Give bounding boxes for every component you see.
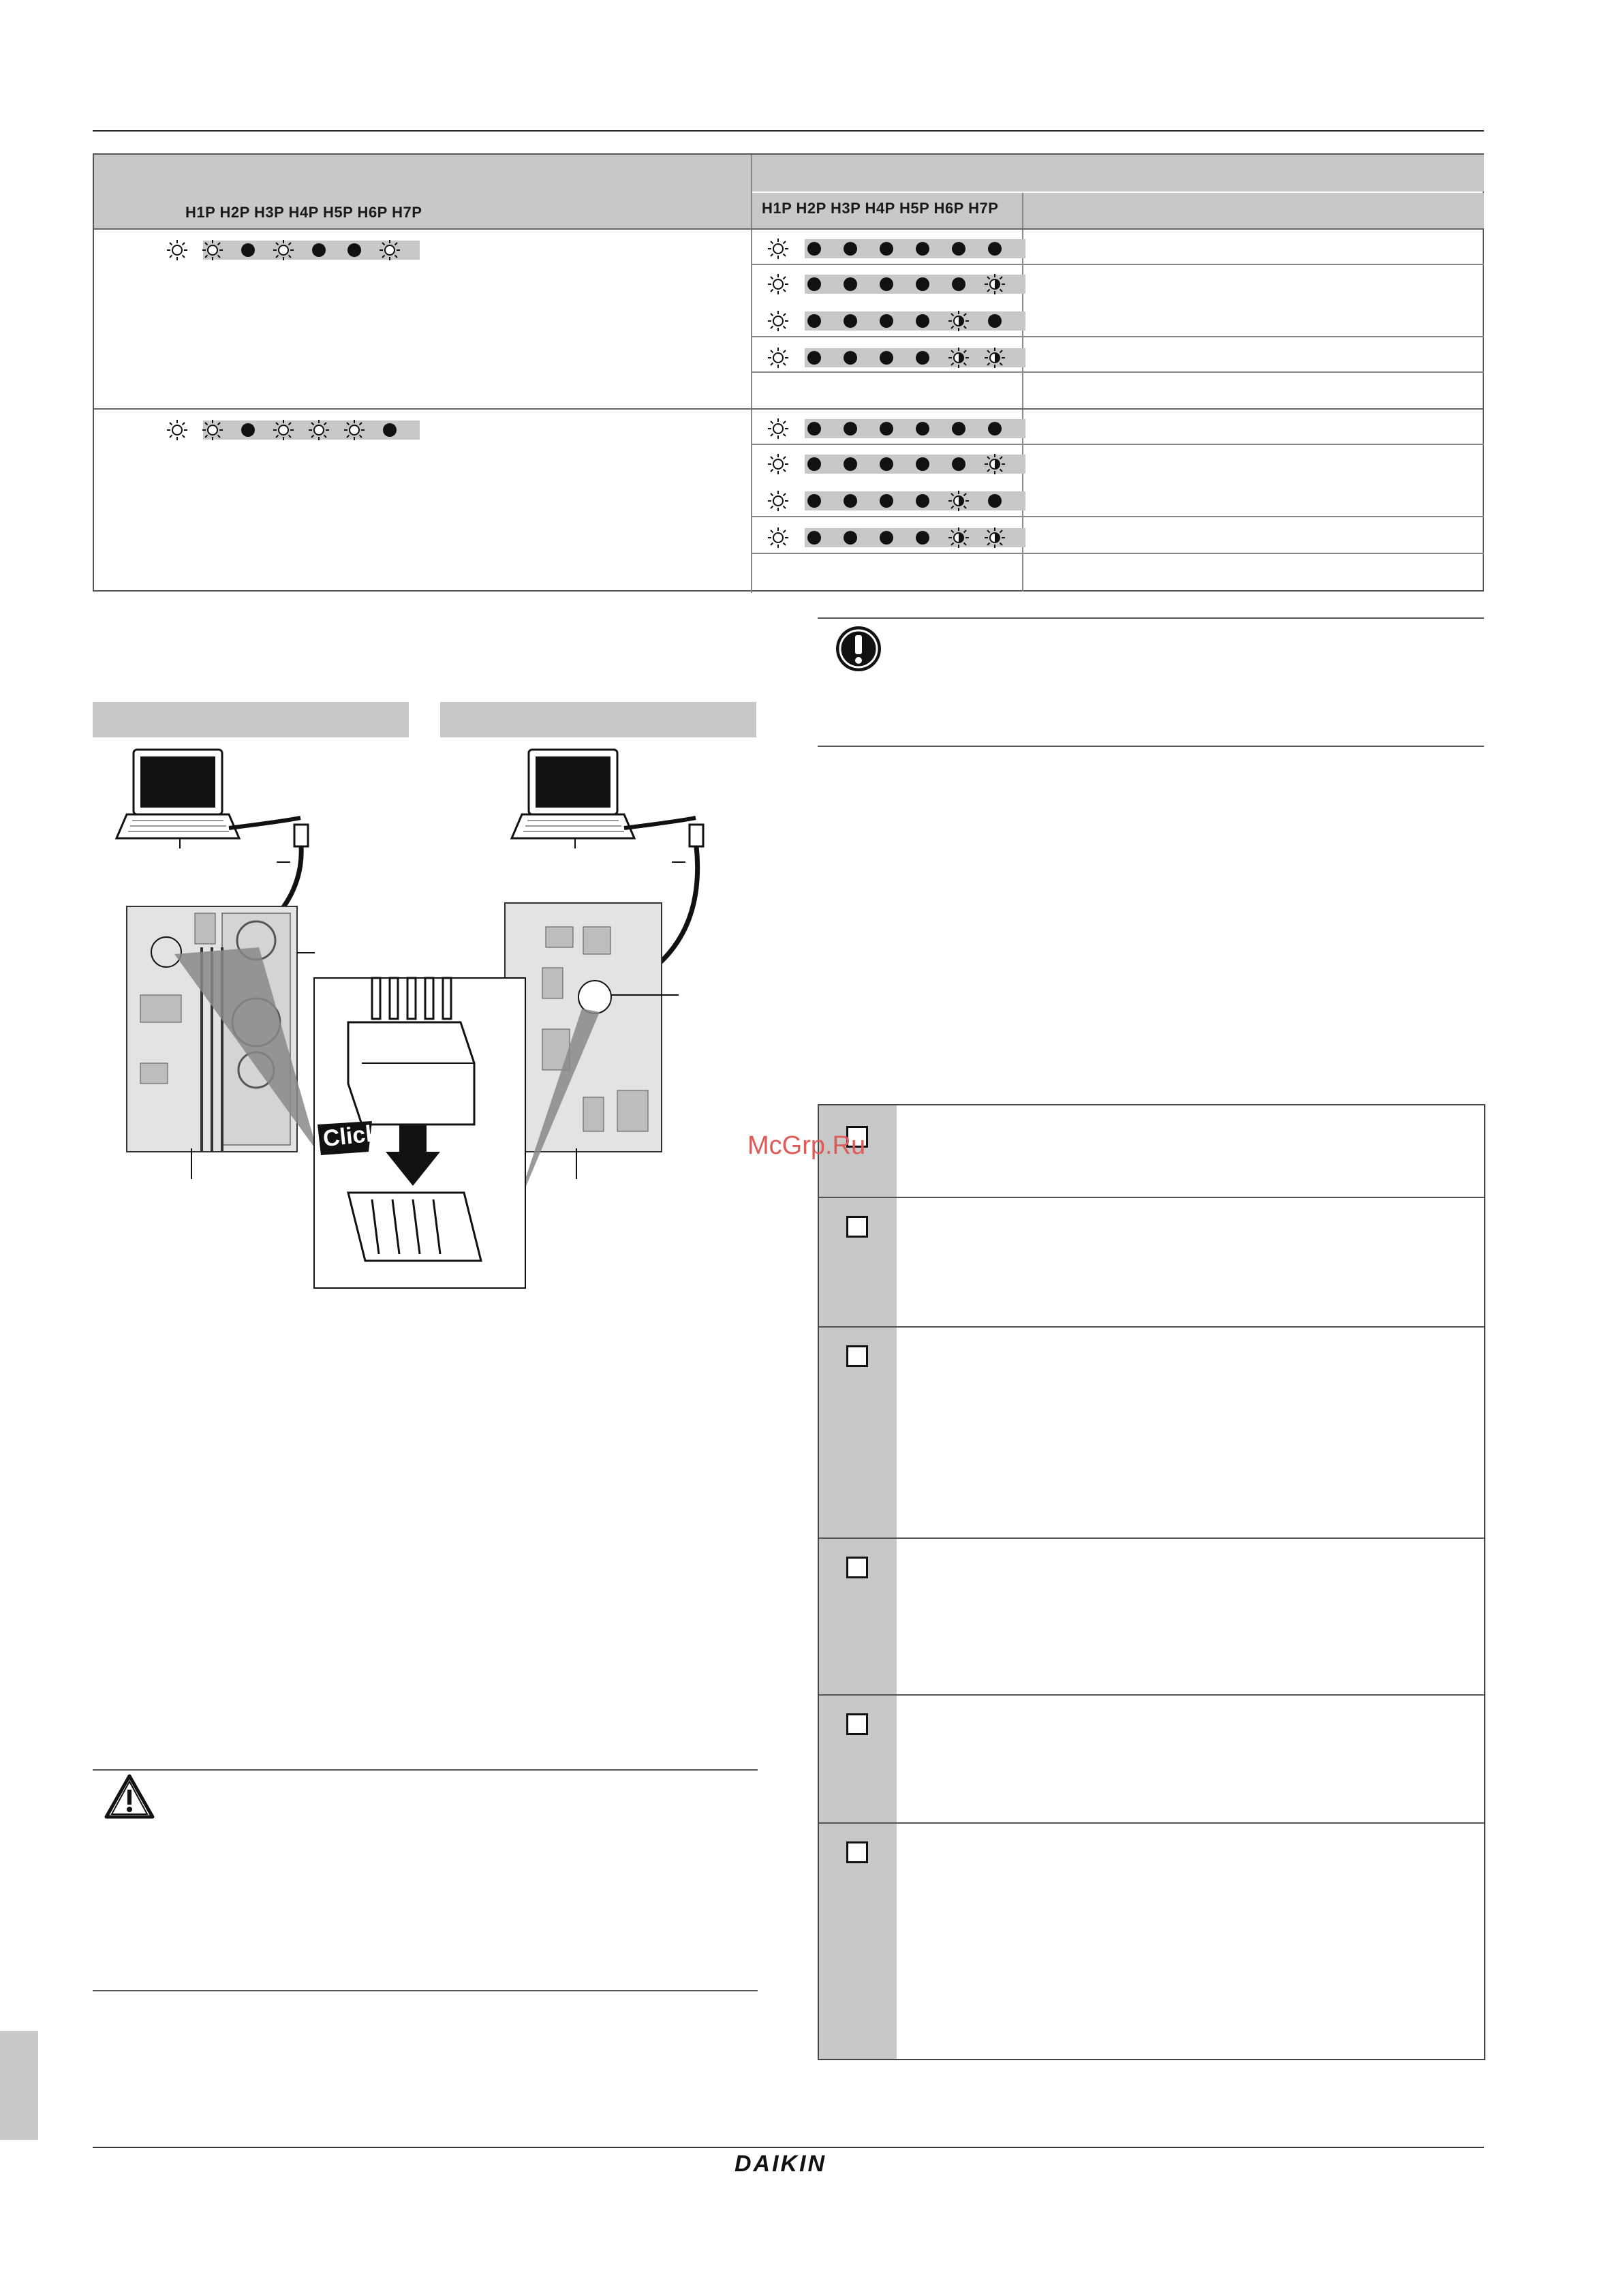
led-flashing-icon — [983, 526, 1006, 549]
watermark: McGrp.Ru — [747, 1131, 866, 1160]
led-off-icon — [916, 422, 929, 435]
figure-heading-bar-left — [93, 702, 409, 737]
led-off-icon — [347, 243, 361, 257]
led-off-icon — [241, 243, 255, 257]
led-off-icon — [312, 243, 326, 257]
exclamation-circle-icon — [834, 624, 883, 673]
led-off-icon — [880, 457, 893, 471]
led-on-icon — [767, 273, 790, 296]
led-on-icon — [166, 239, 189, 262]
laptop-icon-left — [117, 750, 239, 848]
table-divider — [752, 336, 1484, 337]
top-rule — [93, 130, 1484, 132]
checklist-table — [818, 1104, 1485, 2060]
checklist-divider — [819, 1822, 1484, 1824]
pcb-board-right — [505, 903, 679, 1179]
table-divider — [94, 228, 1484, 230]
led-off-icon — [880, 531, 893, 545]
led-off-icon — [880, 314, 893, 328]
led-off-icon — [952, 242, 965, 256]
chapter-side-tab — [0, 2031, 38, 2140]
header-left-led-labels: H1P H2P H3P H4P H5P H6P H7P — [185, 204, 422, 221]
led-on-icon — [767, 346, 790, 369]
led-blinking-icon — [307, 418, 330, 442]
led-off-icon — [988, 242, 1002, 256]
connection-diagram — [93, 743, 760, 1302]
checklist-checkbox[interactable] — [846, 1713, 868, 1735]
led-off-icon — [952, 457, 965, 471]
led-off-icon — [844, 351, 857, 365]
led-off-icon — [988, 314, 1002, 328]
warning-triangle-icon — [104, 1773, 155, 1820]
warning-top-rule — [93, 1769, 758, 1771]
led-flashing-icon — [983, 453, 1006, 476]
led-on-icon — [767, 453, 790, 476]
led-off-icon — [383, 423, 397, 437]
led-off-icon — [916, 277, 929, 291]
led-flashing-icon — [947, 346, 970, 369]
pcb-board-left — [127, 906, 315, 1179]
led-off-icon — [807, 531, 821, 545]
led-flashing-icon — [947, 309, 970, 333]
checklist-divider — [819, 1694, 1484, 1696]
led-flashing-icon — [983, 346, 1006, 369]
led-blinking-icon — [201, 239, 224, 262]
led-flashing-icon — [947, 526, 970, 549]
led-off-icon — [844, 494, 857, 508]
checklist-checkbox[interactable] — [846, 1345, 868, 1367]
led-on-icon — [767, 489, 790, 512]
led-status-table — [93, 153, 1484, 592]
daikin-logo: DAIKIN — [735, 2151, 827, 2177]
led-on-icon — [166, 418, 189, 442]
checklist-checkbox[interactable] — [846, 1841, 868, 1863]
led-off-icon — [988, 494, 1002, 508]
notice-top-rule — [818, 617, 1484, 619]
table-divider — [751, 155, 752, 593]
led-off-icon — [880, 277, 893, 291]
led-blinking-icon — [272, 239, 295, 262]
footer-rule — [93, 2147, 1484, 2148]
checklist-divider — [819, 1537, 1484, 1539]
led-off-icon — [916, 494, 929, 508]
figure-heading-bar-right — [440, 702, 756, 737]
led-off-icon — [952, 422, 965, 435]
checklist-checkbox[interactable] — [846, 1557, 868, 1578]
led-off-icon — [807, 242, 821, 256]
checklist-checkbox-column — [819, 1105, 897, 2059]
led-off-icon — [880, 494, 893, 508]
table-header-right-desc — [1023, 193, 1484, 230]
led-off-icon — [952, 277, 965, 291]
led-on-icon — [767, 526, 790, 549]
click-label: Click — [322, 1120, 380, 1152]
led-on-icon — [767, 309, 790, 333]
led-blinking-icon — [343, 418, 366, 442]
checklist-divider — [819, 1197, 1484, 1198]
led-off-icon — [807, 277, 821, 291]
notice-bottom-rule — [818, 746, 1484, 747]
led-on-icon — [767, 417, 790, 440]
led-off-icon — [807, 351, 821, 365]
warning-bottom-rule — [93, 1990, 758, 1991]
table-divider — [752, 264, 1484, 265]
led-off-icon — [844, 422, 857, 435]
led-off-icon — [844, 314, 857, 328]
led-off-icon — [241, 423, 255, 437]
checklist-checkbox[interactable] — [846, 1216, 868, 1238]
led-off-icon — [807, 494, 821, 508]
led-off-icon — [916, 314, 929, 328]
laptop-icon-right — [512, 750, 634, 848]
table-divider — [752, 444, 1484, 445]
led-off-icon — [844, 277, 857, 291]
led-off-icon — [807, 422, 821, 435]
led-flashing-icon — [983, 273, 1006, 296]
led-blinking-icon — [272, 418, 295, 442]
led-off-icon — [844, 531, 857, 545]
led-blinking-icon — [201, 418, 224, 442]
led-flashing-icon — [947, 489, 970, 512]
table-divider — [94, 408, 1484, 410]
led-off-icon — [807, 457, 821, 471]
led-off-icon — [916, 531, 929, 545]
led-off-icon — [988, 422, 1002, 435]
led-off-icon — [916, 242, 929, 256]
led-off-icon — [880, 242, 893, 256]
led-off-icon — [880, 351, 893, 365]
table-divider — [752, 371, 1484, 373]
led-off-icon — [807, 314, 821, 328]
table-divider — [752, 516, 1484, 517]
checklist-divider — [819, 1326, 1484, 1328]
led-off-icon — [844, 457, 857, 471]
led-off-icon — [916, 351, 929, 365]
table-header-right — [752, 155, 1484, 192]
table-divider — [752, 553, 1484, 554]
header-right-led-labels: H1P H2P H3P H4P H5P H6P H7P — [762, 200, 999, 217]
led-blinking-icon — [378, 239, 401, 262]
led-off-icon — [880, 422, 893, 435]
led-on-icon — [767, 237, 790, 260]
led-off-icon — [844, 242, 857, 256]
led-off-icon — [916, 457, 929, 471]
